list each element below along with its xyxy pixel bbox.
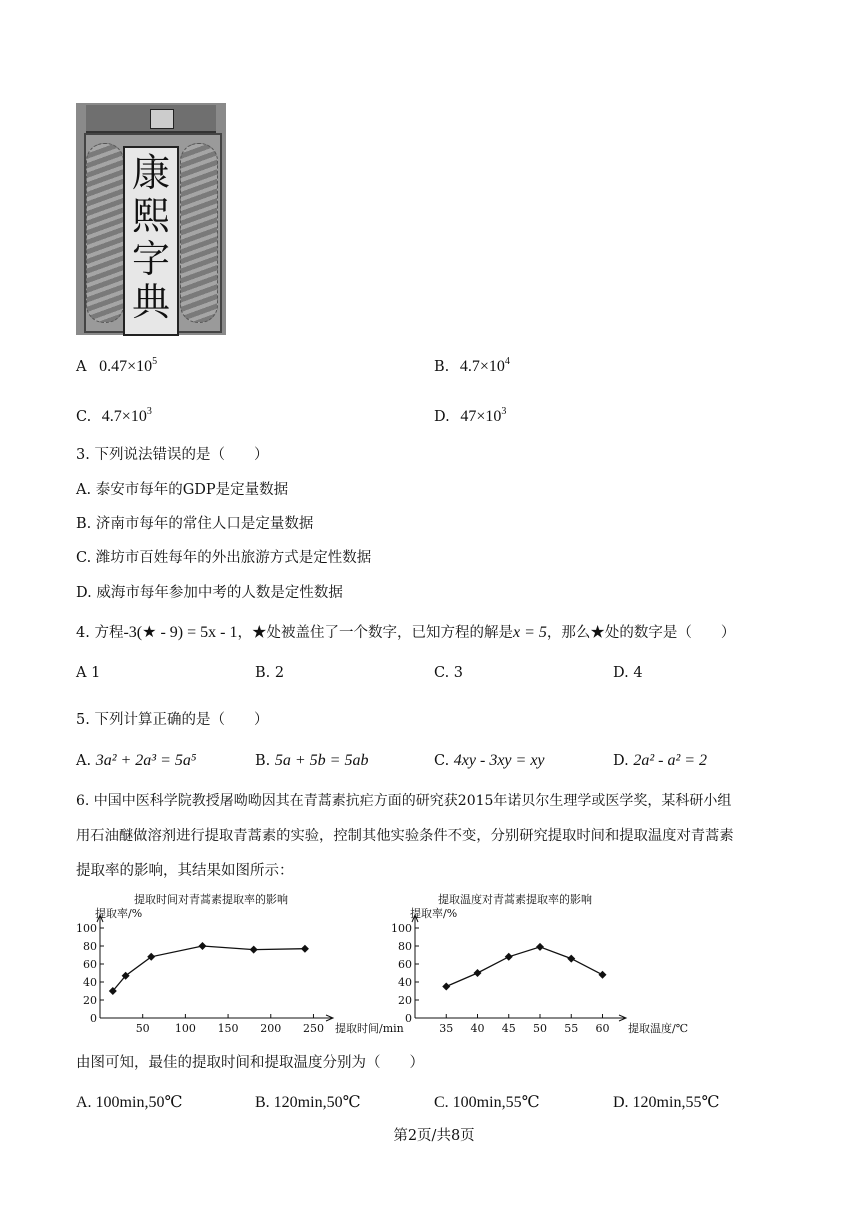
q6-text-line-3: 提取率的影响，其结果如图所示： <box>76 863 294 879</box>
q6-text-line-2: 用石油醚做溶剂进行提取青蒿素的实验，控制其他实验条件不变，分别研究提取时间和提取温度对青蒿素 <box>76 828 734 844</box>
y-tick-label: 80 <box>83 940 97 953</box>
q6-option-a[interactable]: A. 100min,50℃ <box>76 1094 183 1111</box>
q2-option-b[interactable]: B. $4.7\times 10^4$ <box>434 356 510 375</box>
q6-conclusion: 由图可知，最佳的提取时间和提取温度分别为（ ） <box>76 1055 424 1071</box>
x-tick-label: 40 <box>470 1022 485 1035</box>
q4-option-d[interactable]: D. 4 <box>613 665 643 681</box>
q3-stem: 3. 下列说法错误的是（ ） <box>76 447 269 463</box>
q6-text-line-1: 6. 中国中医科学院教授屠呦呦因其在青蒿素抗疟方面的研究获2015年诺贝尔生理学或医学奖，某科研小组 <box>76 793 732 809</box>
q4-option-b[interactable]: B. 2 <box>255 665 285 681</box>
y-tick-label: 40 <box>398 976 412 989</box>
chart-title: 提取时间对青蒿素提取率的影响 <box>134 893 288 906</box>
x-tick-label: 55 <box>564 1022 579 1035</box>
q5-option-d[interactable]: D. 2a² - a² = 2 <box>613 752 708 769</box>
data-point <box>599 971 607 979</box>
data-point <box>301 945 309 953</box>
q5-option-b[interactable]: B. 5a + 5b = 5ab <box>255 752 369 769</box>
data-point <box>442 983 450 991</box>
x-tick-label: 60 <box>595 1022 610 1035</box>
q4-stem: 4. 方程-3(★ - 9) = 5x - 1，★处被盖住了一个数字，已知方程的解是x = 5，那么★处的数字是（ ） <box>76 624 736 641</box>
x-tick-label: 35 <box>439 1022 454 1035</box>
q4-option-a[interactable]: A 1 <box>76 665 101 681</box>
data-point <box>474 969 482 977</box>
y-tick-label: 60 <box>398 958 412 971</box>
x-tick-label: 250 <box>302 1022 324 1035</box>
y-axis-label: 提取率/% <box>95 907 143 920</box>
x-tick-label: 50 <box>135 1022 150 1035</box>
data-point <box>198 942 206 950</box>
x-tick-label: 45 <box>501 1022 516 1035</box>
q5-option-a[interactable]: A. 3a² + 2a³ = 5a⁵ <box>76 752 197 769</box>
page-footer: 第2页/共8页 <box>393 1128 475 1144</box>
y-axis-label: 提取率/% <box>410 907 458 920</box>
q6-option-c[interactable]: C. 100min,55℃ <box>434 1094 540 1111</box>
series-line <box>113 946 305 991</box>
series-line <box>446 947 602 987</box>
kangxi-dictionary-cover-image <box>76 103 226 335</box>
data-point <box>567 955 575 963</box>
q3-option-a[interactable]: A. 泰安市每年的GDP是定量数据 <box>76 482 289 498</box>
chart-title: 提取温度对青蒿素提取率的影响 <box>438 893 592 906</box>
y-tick-label: 0 <box>405 1012 412 1025</box>
x-tick-label: 150 <box>217 1022 239 1035</box>
cover-title-panel <box>123 146 179 336</box>
q4-equation: -3(★ - 9) = 5x - 1 <box>123 624 238 641</box>
q2-option-a[interactable]: A $0.47\times 10^5$ <box>76 356 158 375</box>
q2-option-d[interactable]: D. $47\times 10^3$ <box>434 406 507 425</box>
data-point <box>536 943 544 951</box>
y-tick-label: 40 <box>83 976 97 989</box>
y-tick-label: 20 <box>398 994 412 1007</box>
left-dragon-ornament <box>86 143 124 323</box>
data-point <box>505 953 513 961</box>
q6-option-d[interactable]: D. 120min,55℃ <box>613 1094 720 1111</box>
y-tick-label: 60 <box>83 958 97 971</box>
x-axis-label: 提取温度/℃ <box>628 1022 689 1035</box>
x-tick-label: 50 <box>533 1022 547 1035</box>
x-tick-label: 100 <box>174 1022 196 1035</box>
y-tick-label: 100 <box>391 922 412 935</box>
chart-extraction-temperature <box>385 886 705 1038</box>
q2-option-c[interactable]: C. $4.7\times 10^3$ <box>76 406 152 425</box>
q3-option-d[interactable]: D. 威海市每年参加中考的人数是定性数据 <box>76 585 343 601</box>
q4-option-c[interactable]: C. 3 <box>434 665 464 681</box>
cover-seal <box>150 109 174 129</box>
data-point <box>250 946 258 954</box>
q5-stem: 5. 下列计算正确的是（ ） <box>76 712 269 728</box>
y-tick-label: 100 <box>76 922 97 935</box>
q3-option-b[interactable]: B. 济南市每年的常住人口是定量数据 <box>76 516 314 532</box>
cover-title-text: 康 熙 字 典 <box>131 151 170 324</box>
q5-option-c[interactable]: C. 4xy - 3xy = xy <box>434 752 545 769</box>
x-axis-label: 提取时间/min <box>335 1022 404 1035</box>
q6-option-b[interactable]: B. 120min,50℃ <box>255 1094 361 1111</box>
q4-solution: x = 5 <box>512 624 547 641</box>
y-tick-label: 0 <box>90 1012 97 1025</box>
y-tick-label: 20 <box>83 994 97 1007</box>
x-tick-label: 200 <box>260 1022 282 1035</box>
q3-option-c[interactable]: C. 潍坊市百姓每年的外出旅游方式是定性数据 <box>76 550 372 566</box>
chart-extraction-time <box>70 886 404 1038</box>
cover-top-ornament <box>86 105 216 133</box>
y-tick-label: 80 <box>398 940 412 953</box>
right-dragon-ornament <box>180 143 218 323</box>
